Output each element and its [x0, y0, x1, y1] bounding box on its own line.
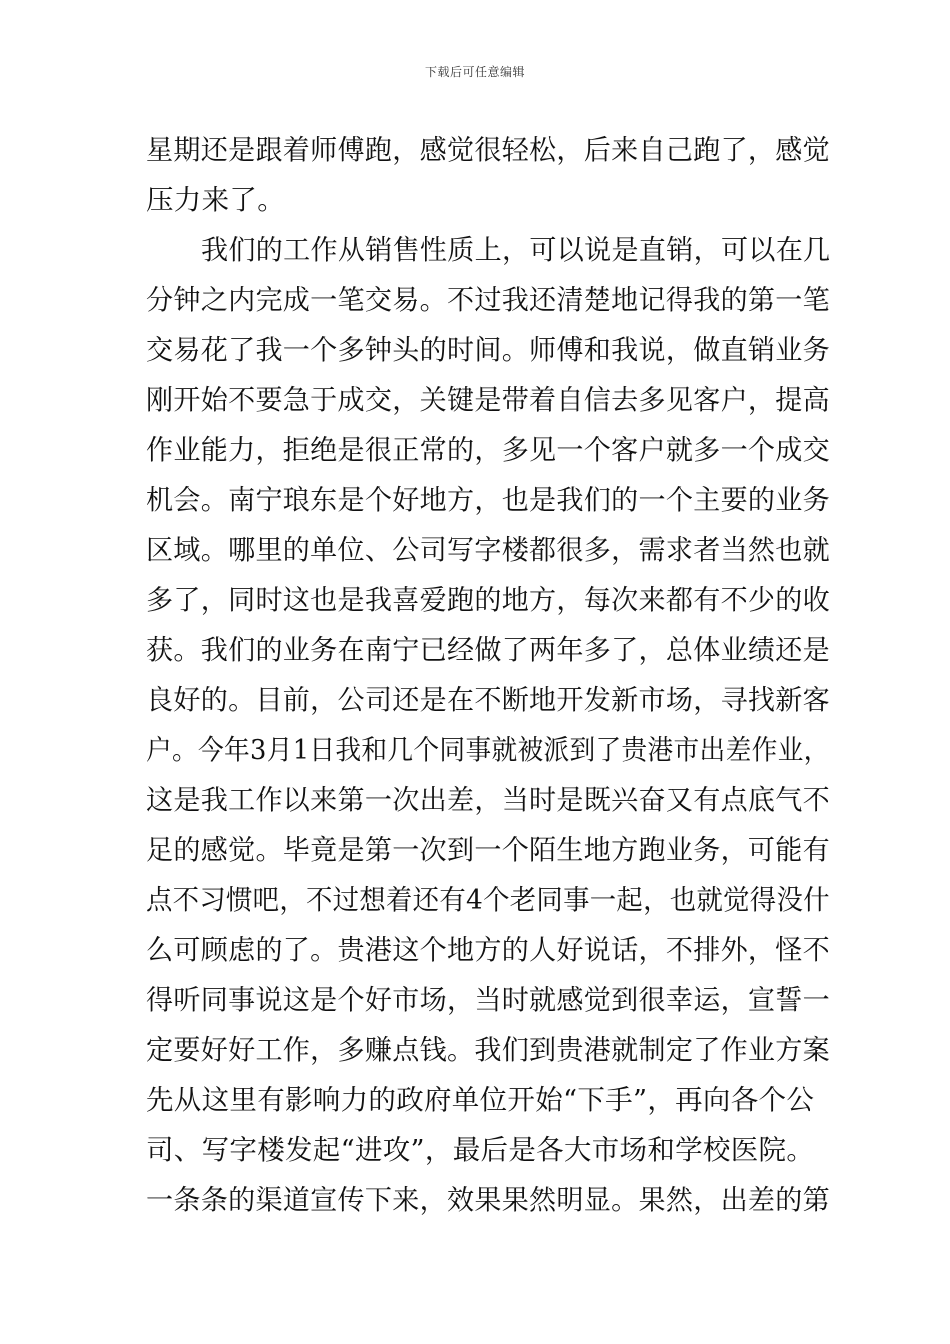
text-line: 这是我工作以来第一次出差，当时是既兴奋又有点底气不 [146, 784, 831, 816]
text-line: 良好的。目前，公司还是在不断地开发新市场，寻找新客 [146, 684, 831, 716]
text-line: 作业能力，拒绝是很正常的，多见一个客户就多一个成交 [146, 434, 831, 466]
text-line: 一条条的渠道宣传下来，效果果然明显。果然，出差的第 [146, 1184, 831, 1216]
text-line: 先从这里有影响力的政府单位开始“下手”，再向各个公 [146, 1084, 815, 1116]
text-line: 司、写字楼发起“进攻”，最后是各大市场和学校医院。 [146, 1134, 815, 1166]
text-line: 么可顾虑的了。贵港这个地方的人好说话，不排外，怪不 [146, 934, 831, 966]
text-line: 刚开始不要急于成交，关键是带着自信去多见客户，提高 [146, 384, 831, 416]
text-line: 点不习惯吧，不过想着还有4个老同事一起，也就觉得没什 [146, 884, 830, 916]
text-line: 交易花了我一个多钟头的时间。师傅和我说，做直销业务 [146, 334, 831, 366]
text-line: 多了，同时这也是我喜爱跑的地方，每次来都有不少的收 [146, 584, 831, 616]
text-line: 足的感觉。毕竟是第一次到一个陌生地方跑业务，可能有 [146, 834, 831, 866]
text-line: 星期还是跟着师傅跑，感觉很轻松，后来自己跑了，感觉 [146, 134, 831, 166]
text-line: 获。我们的业务在南宁已经做了两年多了，总体业绩还是 [146, 634, 831, 666]
text-line: 机会。南宁琅东是个好地方，也是我们的一个主要的业务 [146, 484, 831, 516]
text-line: 区域。哪里的单位、公司写字楼都很多，需求者当然也就 [146, 534, 831, 566]
text-line: 得听同事说这是个好市场，当时就感觉到很幸运，宣誓一 [146, 984, 831, 1016]
text-line: 户。今年3月1日我和几个同事就被派到了贵港市出差作业， [146, 734, 830, 766]
text-line: 分钟之内完成一笔交易。不过我还清楚地记得我的第一笔 [146, 284, 831, 316]
text-line: 压力来了。 [146, 184, 285, 216]
paragraph-first-line: 我们的工作从销售性质上，可以说是直销，可以在几 [201, 234, 831, 266]
page-header: 下载后可任意编辑 [424, 65, 525, 79]
text-line: 定要好好工作，多赚点钱。我们到贵港就制定了作业方案 [146, 1034, 831, 1066]
